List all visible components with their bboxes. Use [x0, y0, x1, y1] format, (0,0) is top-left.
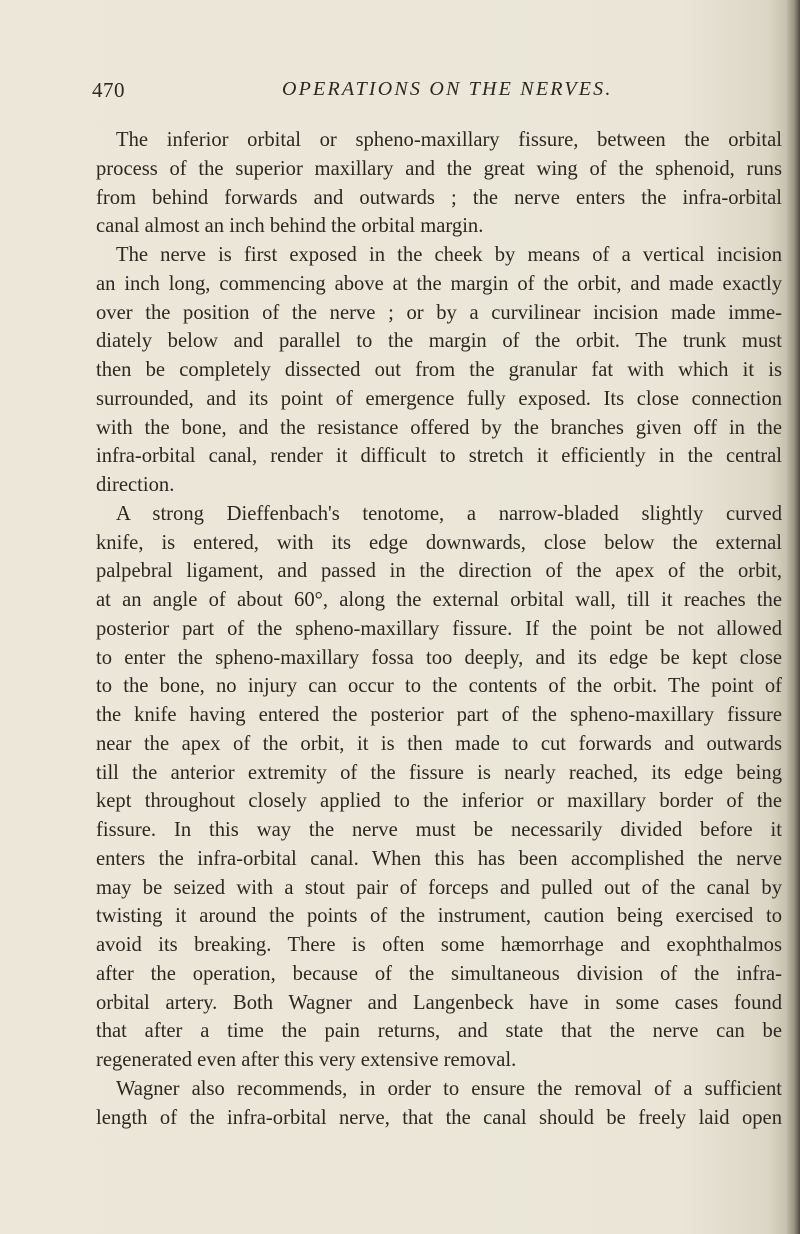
text-line: the knife having entered the posterior part of the spheno-maxillary fissure — [96, 704, 782, 726]
text-line: fissure. In this way the nerve must be necessarily divided before it — [96, 819, 782, 841]
text-line: an inch long, commencing above at the margin of the orbit, and made exactly — [96, 272, 782, 295]
page-number: 470 — [92, 78, 125, 102]
text-line: posterior part of the spheno-maxillary fissure. If the point be not allowed — [96, 617, 782, 640]
text-line: process of the superior maxillary and the great wing of the sphenoid, runs — [96, 157, 782, 180]
text-line: from behind forwards and outwards ; the nerve enters the infra-orbital — [96, 186, 782, 209]
text-line: diately below and parallel to the margin of the orbit. The trunk must — [96, 330, 782, 353]
text-line: till the anterior extremity of the fissure is nearly reached, its edge being — [96, 761, 782, 784]
text-line: near the apex of the orbit, it is then made to cut forwards and outwards — [96, 732, 782, 755]
text-line: palpebral ligament, and passed in the direction of the apex of the orbit, — [96, 560, 782, 583]
text-line: The nerve is first exposed in the cheek by means of a vertical incision — [116, 244, 782, 266]
text-line: orbital artery. Both Wagner and Langenbeck have in some cases found — [96, 991, 782, 1014]
text-line: avoid its breaking. There is often some hæmorrhage and exophthalmos — [96, 934, 782, 956]
text-line: canal almost an inch behind the orbital margin. — [96, 215, 484, 238]
text-line: The inferior orbital or spheno-maxillary fissure, between the orbital — [116, 129, 782, 151]
text-line: after the operation, because of the simultaneous division of the infra- — [96, 962, 782, 985]
text-line: over the position of the nerve ; or by a curvilinear incision made imme- — [96, 301, 782, 324]
body-text — [96, 126, 782, 1132]
text-line: A strong Dieffenbach's tenotome, a narrow-bladed slightly curved — [116, 502, 782, 525]
text-line: to enter the spheno-maxillary fossa too deeply, and its edge be kept close — [96, 646, 782, 669]
text-line: may be seized with a stout pair of forceps and pulled out of the canal by — [96, 876, 782, 899]
text-line: direction. — [96, 474, 175, 496]
text-line: enters the infra-orbital canal. When this has been accomplished the nerve — [96, 847, 782, 870]
text-line: Wagner also recommends, in order to ensure the removal of a sufficient — [116, 1077, 782, 1100]
text-line: regenerated even after this very extensive removal. — [96, 1049, 517, 1071]
text-line: kept throughout closely applied to the inferior or maxillary border of the — [96, 790, 782, 813]
text-line: knife, is entered, with its edge downwards, close below the external — [96, 531, 782, 554]
text-line: twisting it around the points of the instrument, caution being exercised to — [96, 905, 782, 928]
text-line: length of the infra-orbital nerve, that the canal should be freely laid open — [96, 1106, 782, 1129]
text-line: that after a time the pain returns, and state that the nerve can be — [96, 1020, 782, 1043]
text-line: to the bone, no injury can occur to the contents of the orbit. The point of — [96, 675, 782, 698]
text-line: surrounded, and its point of emergence fully exposed. Its close connection — [96, 387, 782, 410]
page-header — [92, 78, 782, 108]
text-line: infra-orbital canal, render it difficult to stretch it efficiently in the central — [96, 445, 782, 468]
text-line: at an angle of about 60°, along the external orbital wall, till it reaches the — [96, 589, 782, 611]
text-line: with the bone, and the resistance offered by the branches given off in the — [96, 416, 782, 439]
text-line: then be completely dissected out from the granular fat with which it is — [96, 359, 782, 381]
running-head: OPERATIONS ON THE NERVES. — [282, 78, 613, 100]
page-edge-shadow — [786, 0, 800, 1234]
